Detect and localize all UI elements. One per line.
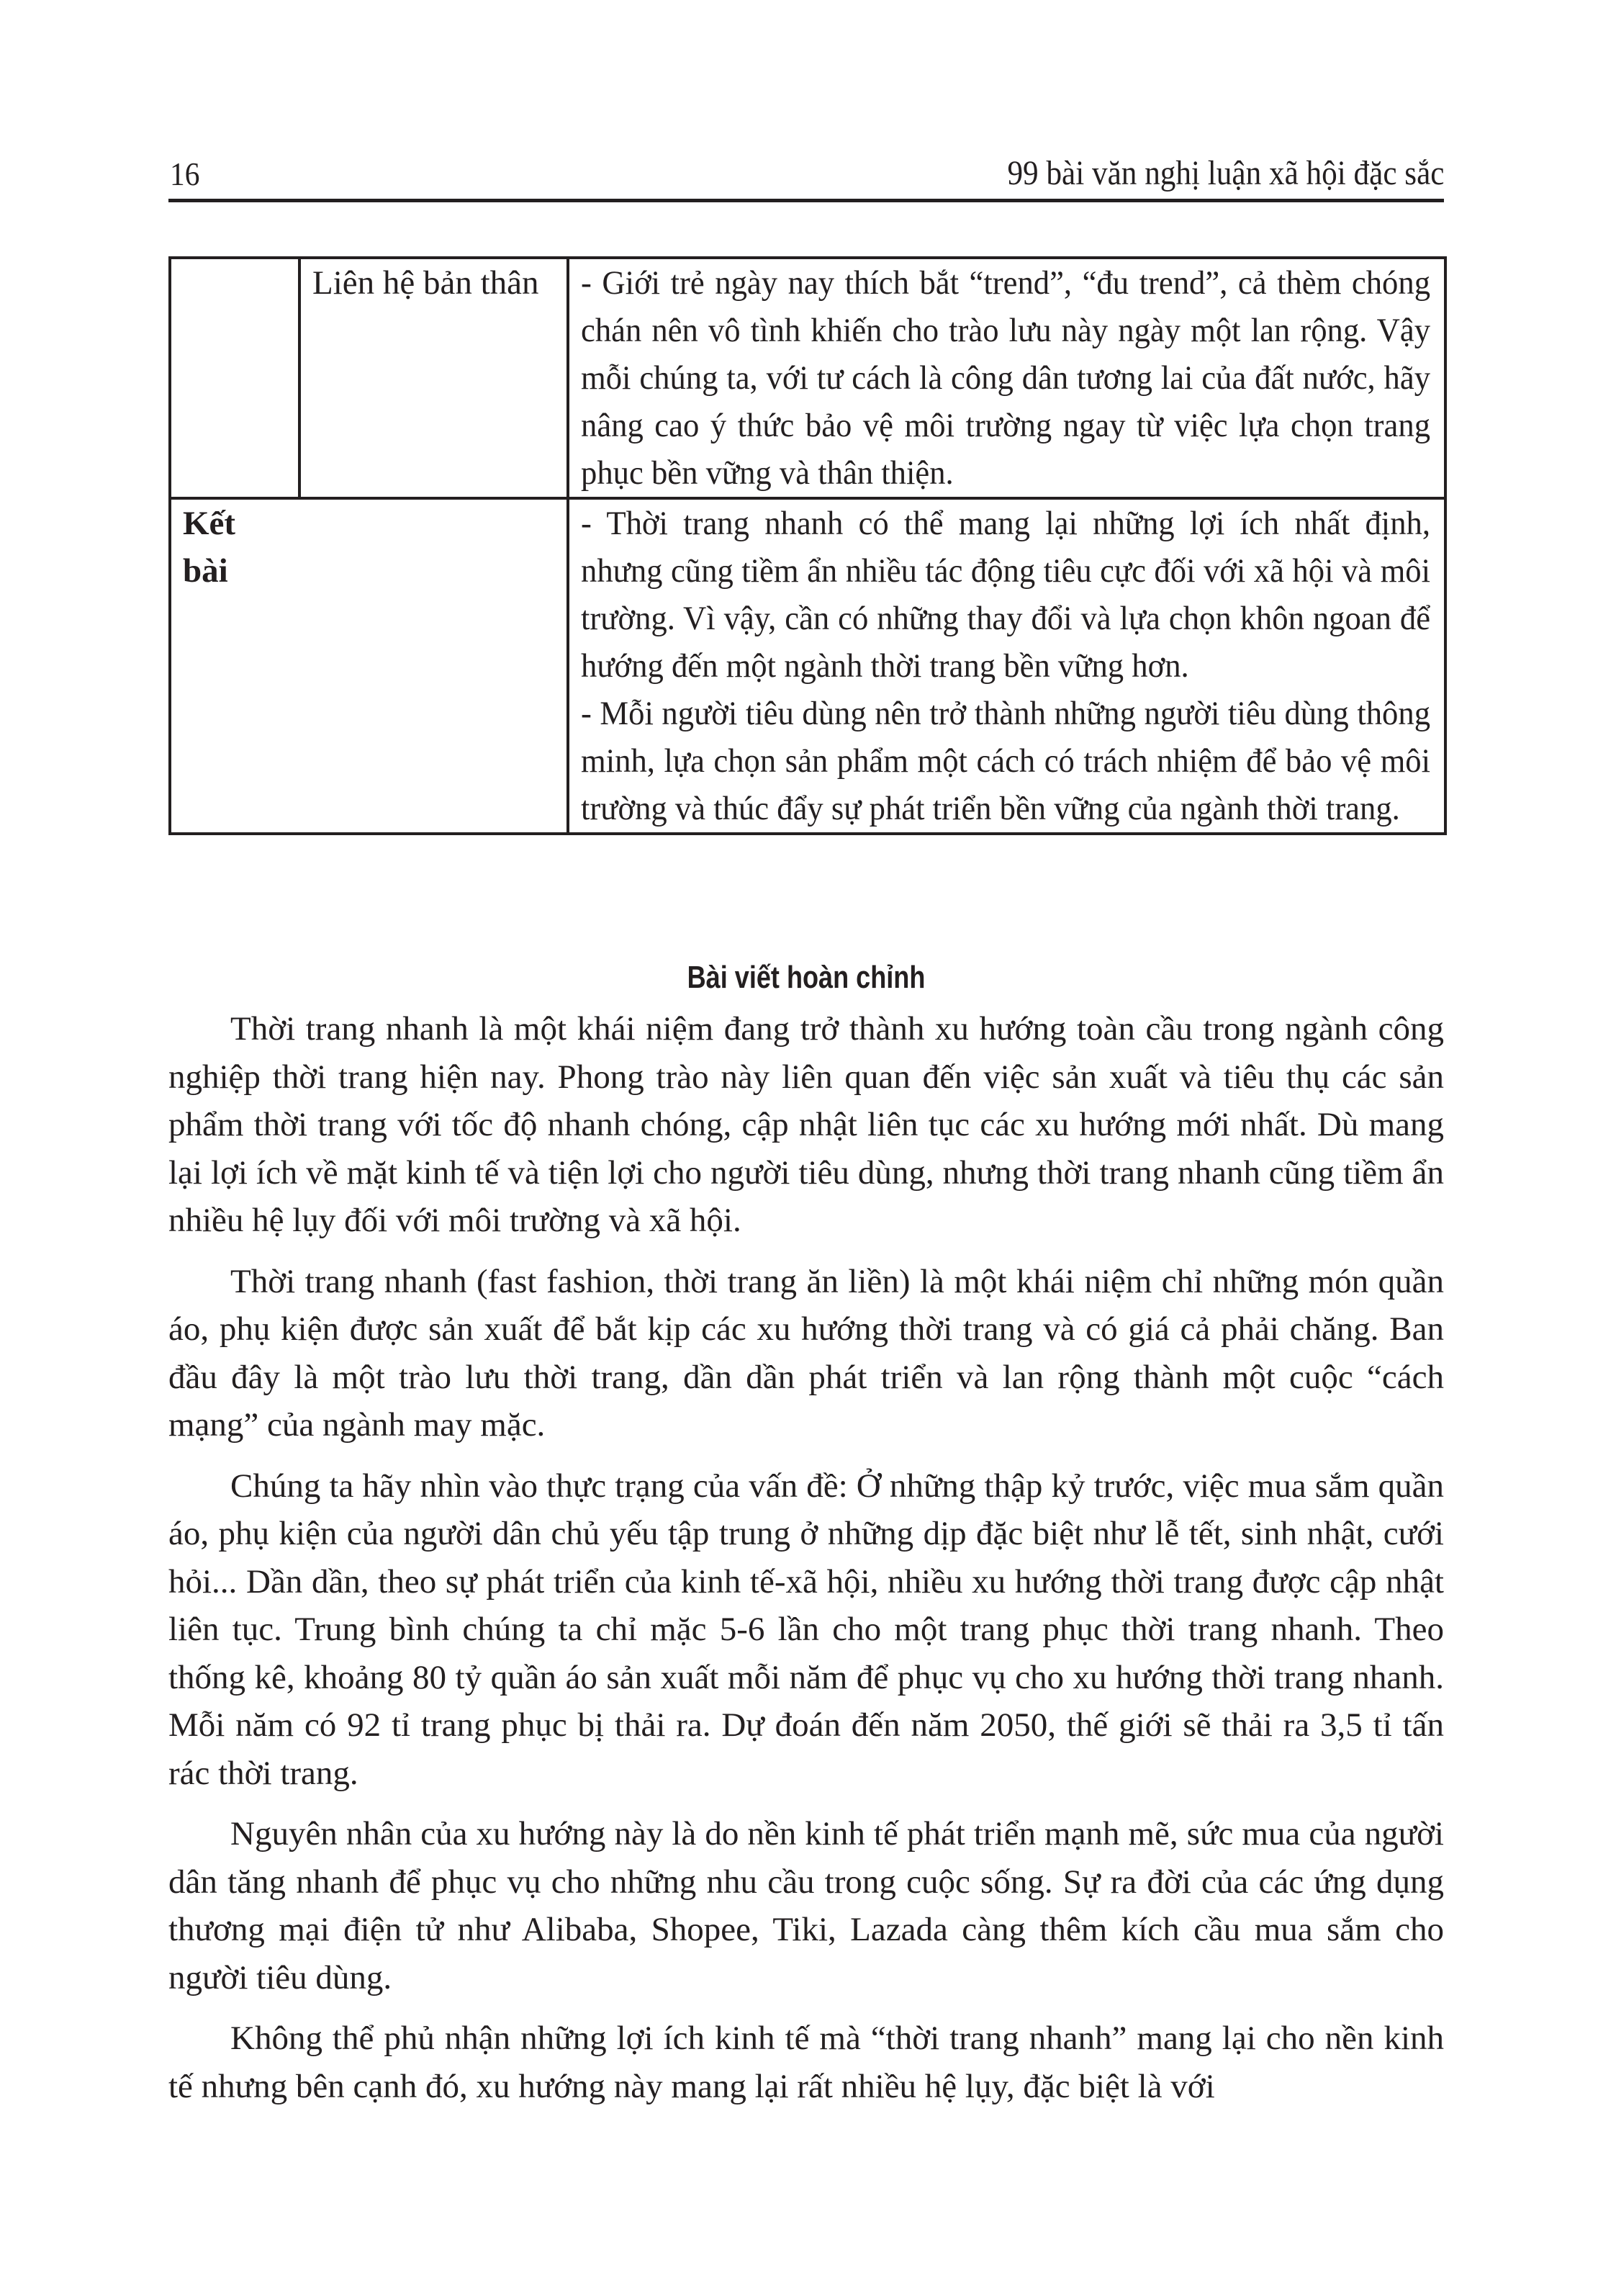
section-cell — [170, 258, 299, 498]
header-rule — [168, 199, 1444, 202]
subsection-cell — [299, 498, 568, 834]
section-label: Kết bài — [183, 505, 236, 590]
outline-table — [168, 256, 1447, 835]
content-text: - Mỗi người tiêu dùng nên trở thành những người tiêu dùng thông minh, lựa chọn sản phẩm một cách có trách nhiệm để bảo vệ môi trường và thúc đẩy sự phát triển bền vững của ngành thời trang. — [581, 695, 1431, 827]
subsection-cell — [299, 258, 568, 498]
paragraph: Thời trang nhanh (fast fashion, thời trang ăn liền) là một khái niệm chỉ những món quần áo, phụ kiện được sản xuất để bắt kịp các xu hướng thời trang và có giá cả phải chăng. Ban đầu đây là một trào lưu thời trang, dần dần phát triển và lan rộng thành một cuộc “cách mạng” của ngành may mặc. — [168, 1262, 1444, 1444]
content-cell — [568, 258, 1445, 498]
subsection-label: Liên hệ bản thân — [312, 264, 539, 302]
section-cell — [170, 498, 299, 834]
page-header — [168, 151, 1444, 197]
paragraph: Không thể phủ nhận những lợi ích kinh tế mà “thời trang nhanh” mang lại cho nền kinh tế nhưng bên cạnh đó, xu hướng này mang lại rất nhiều hệ lụy, đặc biệt là với — [168, 2020, 1444, 2105]
page-number: 16 — [170, 156, 200, 192]
paragraph: Chúng ta hãy nhìn vào thực trạng của vấn đề: Ở những thập kỷ trước, việc mua sắm quần áo, phụ kiện của người dân chủ yếu tập trung ở những dịp đặc biệt như lễ tết, sinh nhật, cưới hỏi... Dần dần, theo sự phát triển của kinh tế-xã hội, nhiều xu hướng thời trang được cập nhật liên tục. Trung bình chúng ta chỉ mặc 5-6 lần cho một trang phục thời trang nhanh. Theo thống kê, khoảng 80 tỷ quần áo sản xuất mỗi năm để phục vụ cho xu hướng thời trang nhanh. Mỗi năm có 92 tỉ trang phục bị thải ra. Dự đoán đến năm 2050, thế giới sẽ thải ra 3,5 tỉ tấn rác thời trang. — [168, 1467, 1444, 1792]
table-row — [170, 258, 1445, 498]
paragraph: Thời trang nhanh là một khái niệm đang trở thành xu hướng toàn cầu trong ngành công nghiệp thời trang hiện nay. Phong trào này liên quan đến việc sản xuất và tiêu thụ các sản phẩm thời trang với tốc độ nhanh chóng, cập nhật liên tục các xu hướng mới nhất. Dù mang lại lợi ích về mặt kinh tế và tiện lợi cho người tiêu dùng, nhưng thời trang nhanh cũng tiềm ẩn nhiều hệ lụy đối với môi trường và xã hội. — [168, 1010, 1444, 1239]
table-row — [170, 498, 1445, 834]
paragraph: Nguyên nhân của xu hướng này là do nền kinh tế phát triển mạnh mẽ, sức mua của người dân tăng nhanh để phục vụ cho những nhu cầu trong cuộc sống. Sự ra đời của các ứng dụng thương mại điện tử như Alibaba, Shopee, Tiki, Lazada càng thêm kích cầu mua sắm cho người tiêu dùng. — [168, 1815, 1444, 1996]
content-cell — [568, 498, 1445, 834]
content-text: - Thời trang nhanh có thể mang lại những lợi ích nhất định, nhưng cũng tiềm ẩn nhiều tác động tiêu cực đối với xã hội và môi trường. Vì vậy, cần có những thay đổi và lựa chọn khôn ngoan để hướng đến một ngành thời trang bền vững hơn. — [581, 505, 1431, 685]
section-heading: Bài viết hoàn chỉnh — [687, 960, 926, 995]
content-text: - Giới trẻ ngày nay thích bắt “trend”, “đu trend”, cả thèm chóng chán nên vô tình khiến cho trào lưu này ngày một lan rộng. Vậy mỗi chúng ta, với tư cách là công dân tương lai của đất nước, hãy nâng cao ý thức bảo vệ môi trường ngay từ việc lựa chọn trang phục bền vững và thân thiện. — [581, 264, 1431, 492]
essay-body — [168, 1005, 1444, 2123]
running-title: 99 bài văn nghị luận xã hội đặc sắc — [1006, 154, 1444, 192]
